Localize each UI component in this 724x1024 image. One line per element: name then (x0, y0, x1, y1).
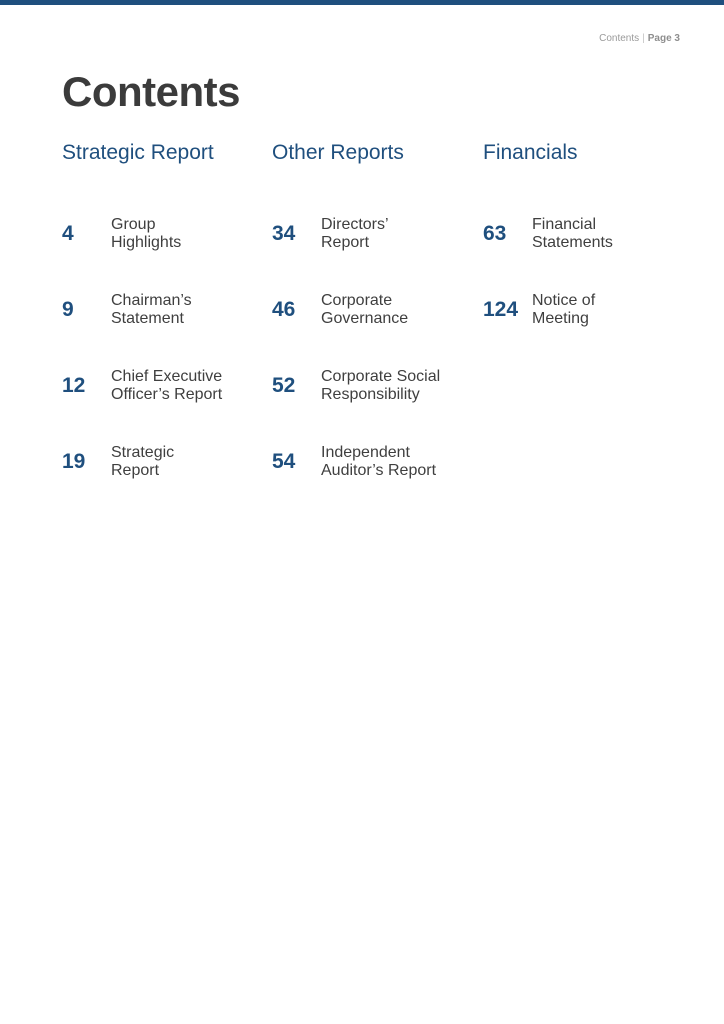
toc-page-number: 19 (62, 450, 86, 473)
toc-entry-title (532, 292, 595, 328)
toc-column-financials (483, 138, 688, 368)
toc-entry-list (272, 216, 477, 520)
toc-entry-title (111, 292, 192, 328)
toc-title-line: Corporate (321, 292, 393, 309)
toc-column-other-reports (272, 138, 477, 520)
toc-entry[interactable] (62, 216, 267, 292)
toc-page-number: 124 (483, 298, 519, 321)
section-heading: Other Reports (272, 141, 404, 164)
toc-entry[interactable] (62, 292, 267, 368)
section-heading: Financials (483, 141, 578, 164)
toc-title-line: Report (321, 234, 370, 251)
toc-page-number: 54 (272, 450, 296, 473)
toc-title-line: Chairman’s (111, 292, 192, 309)
toc-entry-list (483, 216, 688, 368)
toc-title-line: Highlights (111, 234, 182, 251)
toc-entry-title (321, 368, 440, 404)
toc-entry[interactable] (483, 292, 688, 368)
toc-entry-title (111, 444, 174, 480)
toc-title-line: Statements (532, 234, 613, 251)
section-heading: Strategic Report (62, 141, 214, 164)
toc-entry-title (111, 216, 181, 252)
toc-title-line: Statement (111, 310, 184, 327)
toc-entry-title (321, 292, 408, 328)
toc-entry-title (532, 216, 613, 252)
toc-title-line: Group (111, 216, 156, 233)
page-title: Contents (62, 68, 240, 115)
toc-entry[interactable] (483, 216, 688, 292)
toc-title-line: Strategic (111, 444, 175, 461)
toc-title-line: Report (111, 462, 160, 479)
toc-entry[interactable] (272, 292, 477, 368)
toc-title-line: Responsibility (321, 386, 420, 403)
toc-page-number: 4 (62, 222, 74, 245)
top-accent-bar (0, 0, 724, 5)
toc-entry[interactable] (62, 368, 267, 444)
toc-entry-title (111, 368, 222, 404)
toc-page-number: 46 (272, 298, 296, 321)
running-header (599, 33, 680, 44)
toc-title-line: Notice of (532, 292, 596, 309)
toc-column-strategic-report (62, 138, 267, 520)
toc-page-number: 9 (62, 298, 74, 321)
toc-title-line: Financial (532, 216, 597, 233)
header-section: Contents (599, 33, 640, 44)
toc-title-line: Chief Executive (111, 368, 223, 385)
toc-entry[interactable] (272, 216, 477, 292)
toc-entry[interactable] (272, 444, 477, 520)
toc-title-line: Corporate Social (321, 368, 441, 385)
toc-title-line: Meeting (532, 310, 589, 327)
toc-page-number: 34 (272, 222, 296, 245)
toc-entry[interactable] (62, 444, 267, 520)
toc-title-line: Auditor’s Report (321, 462, 437, 479)
toc-title-line: Independent (321, 444, 410, 461)
toc-entry-title (321, 444, 436, 480)
header-page-label: Page 3 (647, 33, 680, 44)
toc-title-line: Directors’ (321, 216, 389, 233)
toc-page-number: 63 (483, 222, 507, 245)
toc-entry[interactable] (272, 368, 477, 444)
toc-title-line: Officer’s Report (111, 386, 223, 403)
toc-title-line: Governance (321, 310, 409, 327)
header-separator: | (642, 33, 645, 44)
toc-entry-title (321, 216, 389, 252)
toc-entry-list (62, 216, 267, 520)
toc-page-number: 12 (62, 374, 86, 397)
toc-page-number: 52 (272, 374, 296, 397)
